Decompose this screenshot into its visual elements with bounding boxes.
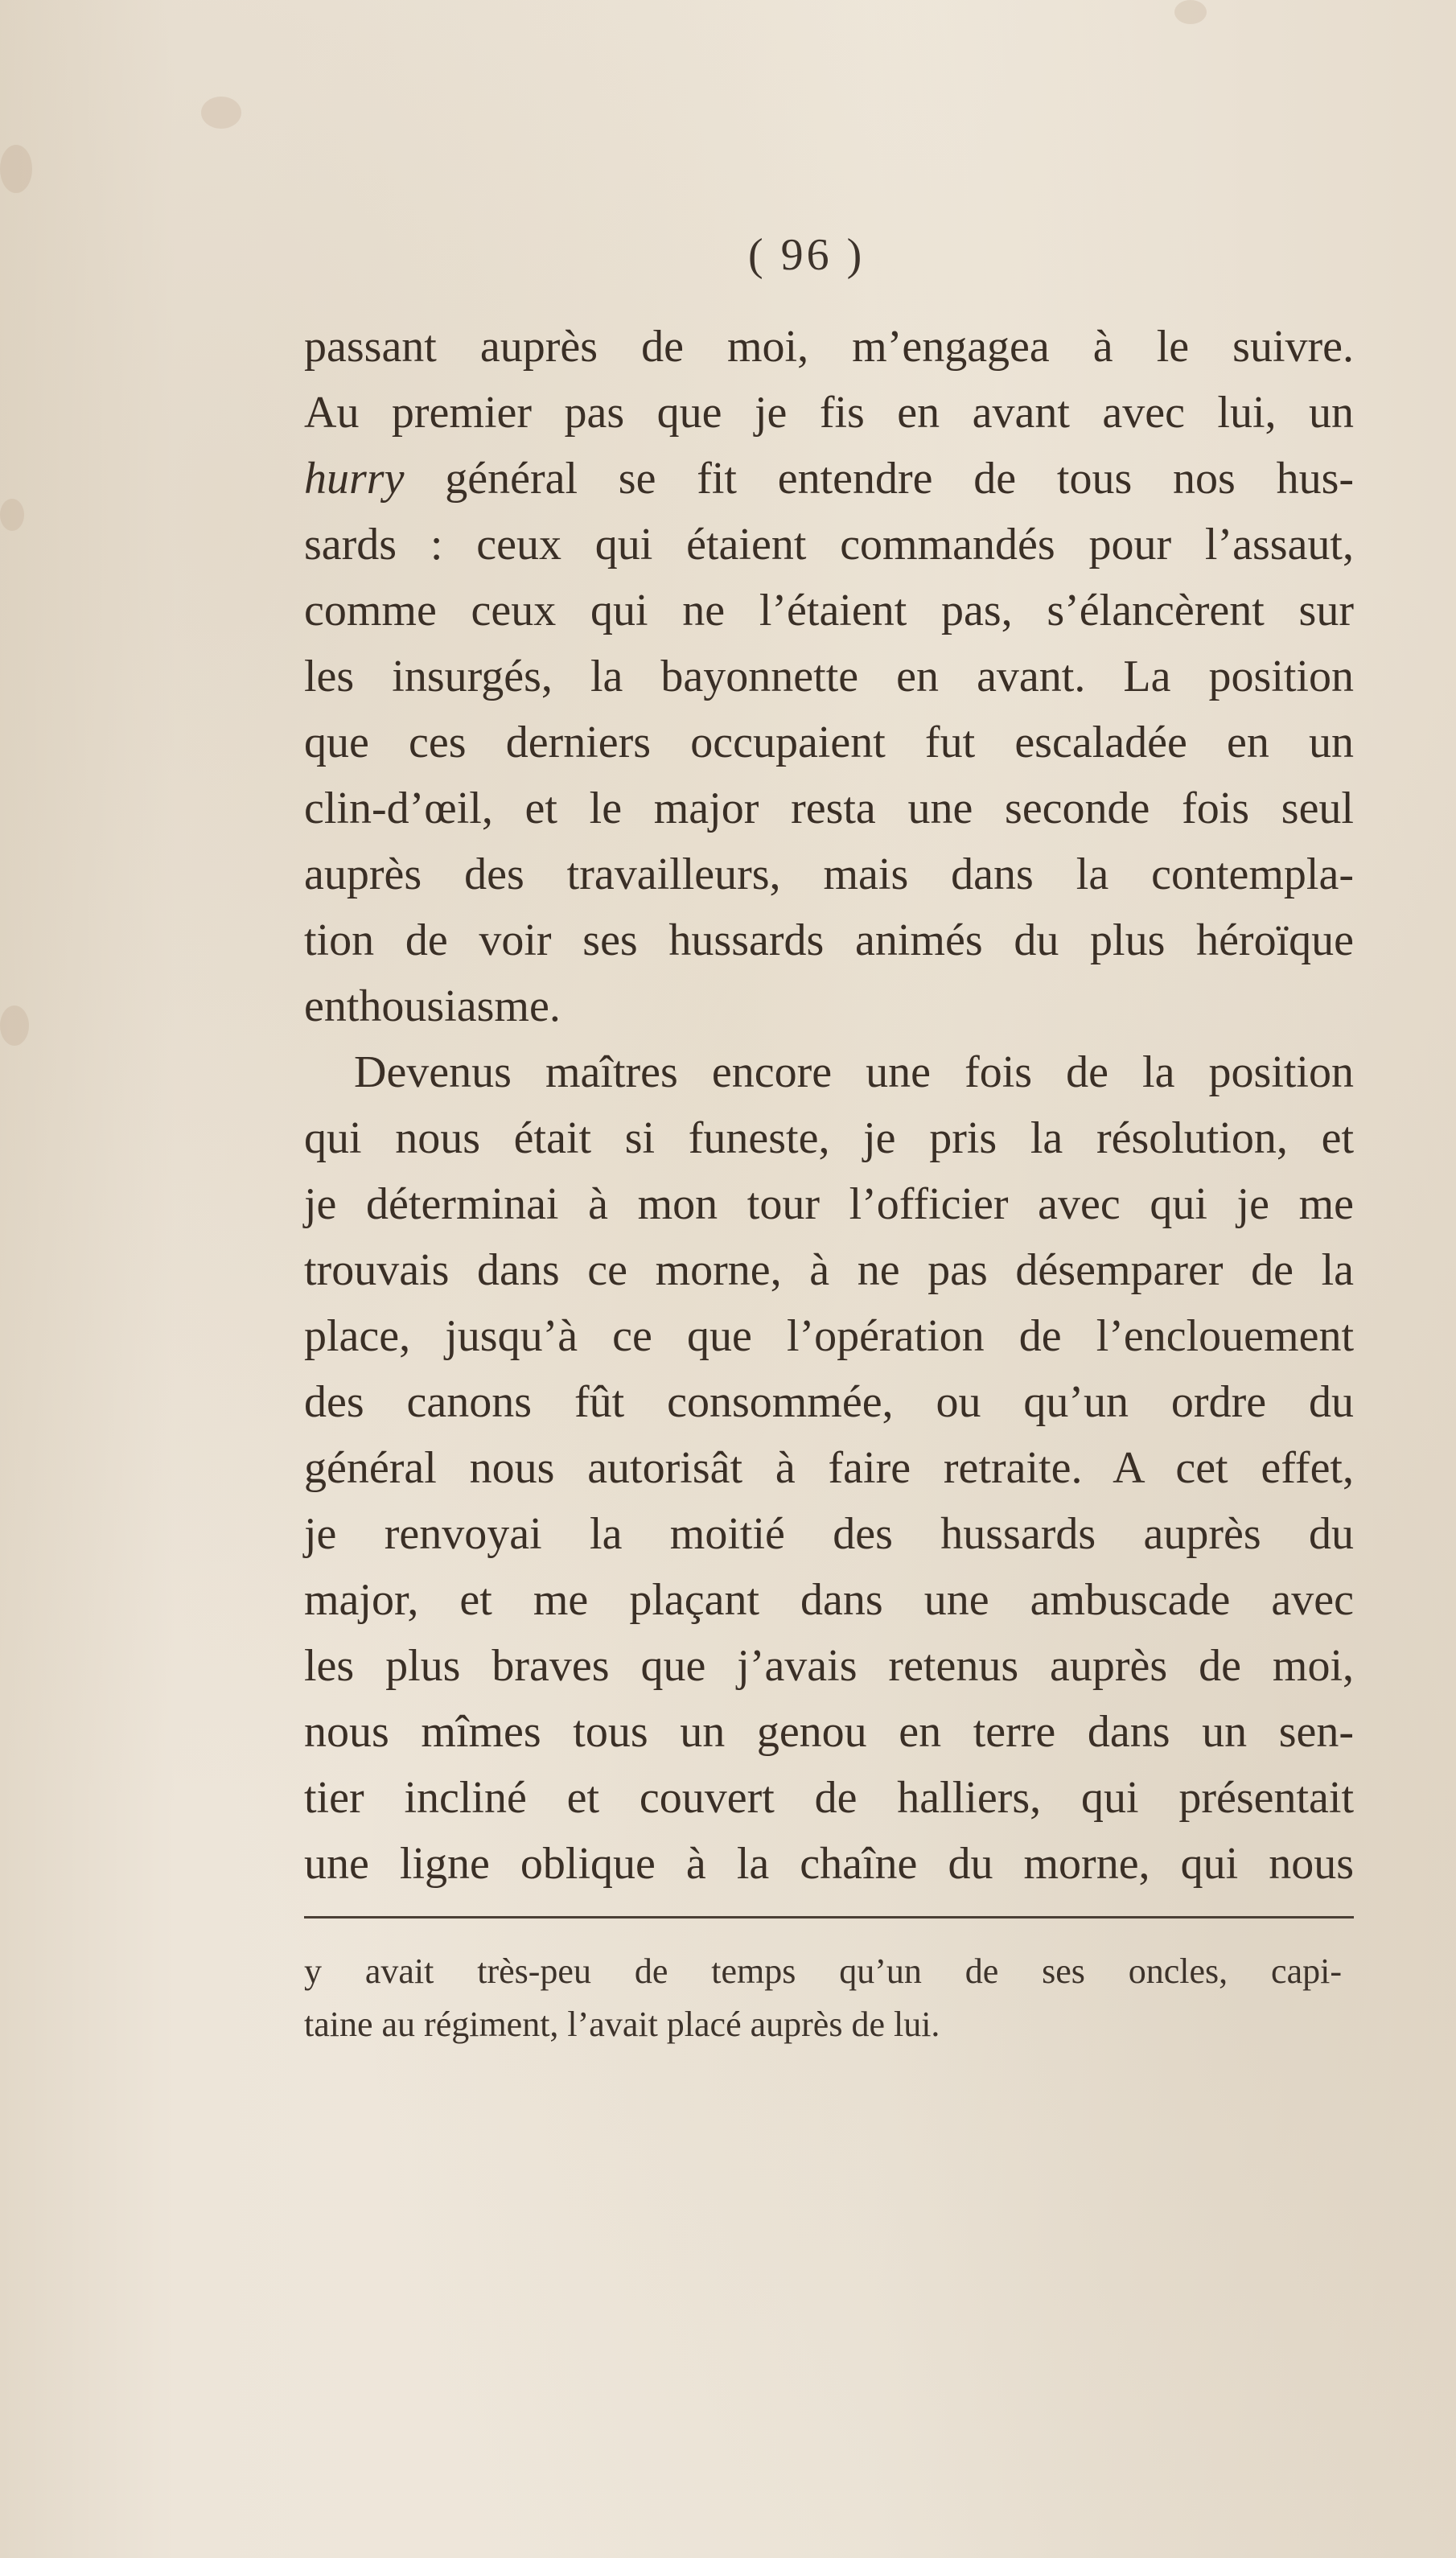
text-line: je déterminai à mon tour l’officier avec qui je me [304,1179,1354,1229]
text-line: qui nous était si funeste, je pris la résolution, et [304,1113,1354,1163]
text-line: auprès des travailleurs, mais dans la contempla- [304,849,1354,899]
text-line: comme ceux qui ne l’étaient pas, s’élancèrent sur [304,586,1354,635]
text-line: les insurgés, la bayonnette en avant. La position [304,652,1354,701]
italic-word: hurry [304,454,405,504]
paper-stain [0,499,24,531]
text-line: tion de voir ses hussards animés du plus héroïque [304,915,1354,965]
text-line: que ces derniers occupaient fut escaladée en un [304,718,1354,767]
text-line: général nous autorisât à faire retraite. A cet effet, [304,1443,1354,1493]
footnote-line: taine au régiment, l’avait placé auprès de lui. [304,2005,940,2044]
text-line: major, et me plaçant dans une ambuscade avec [304,1575,1354,1625]
text-line: des canons fût consommée, ou qu’un ordre du [304,1377,1354,1427]
text-line: clin-d’œil, et le major resta une seconde fois seul [304,783,1354,833]
text-line: je renvoyai la moitié des hussards auprès du [304,1509,1354,1559]
text-line: nous mîmes tous un genou en terre dans un sen- [304,1707,1354,1757]
text-line: place, jusqu’à ce que l’opération de l’enclouement [304,1311,1354,1361]
footnote-line: y avait très-peu de temps qu’un de ses oncles, capi- [304,1951,1342,1991]
paper-stain [201,97,241,129]
text-line: une ligne oblique à la chaîne du morne, qui nous [304,1839,1354,1889]
paper-stain [0,145,32,193]
text-line: Devenus maîtres encore une fois de la position [354,1047,1354,1097]
text-line-rest: général se fit entendre de tous nos hus- [445,454,1355,504]
text-line: Au premier pas que je fis en avant avec lui, un [304,388,1354,438]
text-line: enthousiasme. [304,981,561,1031]
text-line: les plus braves que j’avais retenus auprès de moi, [304,1641,1354,1691]
text-line: passant auprès de moi, m’engagea à le suivre. [304,322,1354,372]
paper-stain [0,1006,29,1046]
text-line [304,446,1354,512]
text-line: trouvais dans ce morne, à ne pas désemparer de la [304,1245,1354,1295]
footnote-rule [304,1916,1354,1918]
paper-stain [1174,0,1207,24]
text-line: tier incliné et couvert de halliers, qui présentait [304,1773,1354,1823]
page-number: ( 96 ) [748,230,866,280]
text-line: sards : ceux qui étaient commandés pour l’assaut, [304,520,1354,570]
